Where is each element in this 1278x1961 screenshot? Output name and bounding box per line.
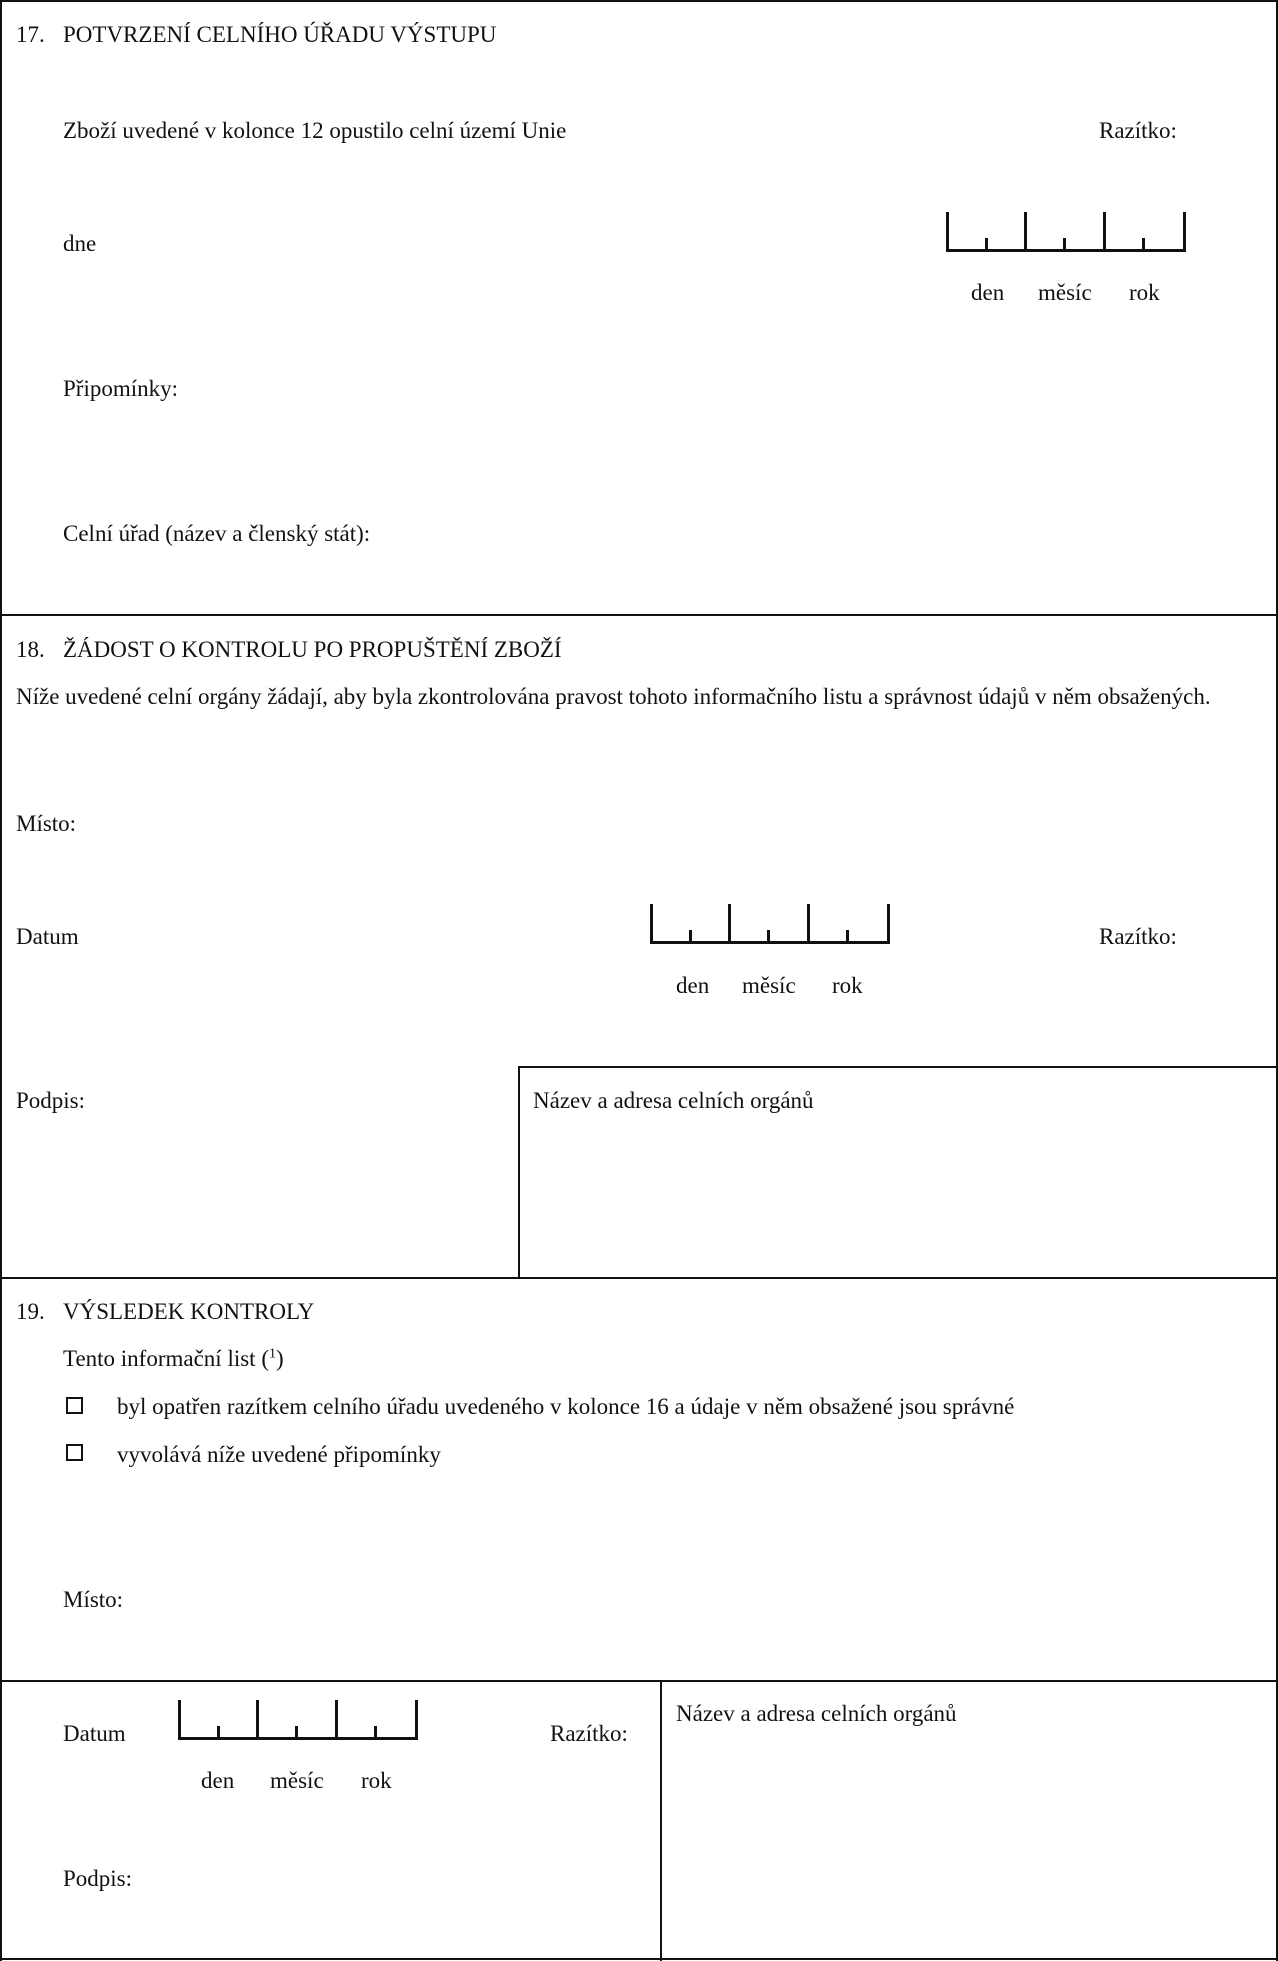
frame-left-border [0, 0, 2, 1961]
date-month-label-17: měsíc [1038, 280, 1092, 305]
section-18-title: ŽÁDOST O KONTROLU PO PROPUŠTĚNÍ ZBOŽÍ [63, 637, 562, 662]
date-field-18[interactable] [650, 904, 890, 944]
section-19-title: VÝSLEDEK KONTROLY [63, 1299, 315, 1324]
frame-bottom-border [0, 1958, 1278, 1960]
stamp-label-18: Razítko: [1099, 924, 1177, 949]
stamp-label-19: Razítko: [550, 1721, 628, 1746]
date-label-19: Datum [63, 1721, 126, 1746]
date-label-17: dne [63, 231, 97, 256]
signature-label-19: Podpis: [63, 1866, 133, 1891]
date-day-label-18: den [676, 973, 710, 998]
date-year-label-17: rok [1129, 280, 1160, 305]
stamp-label-17: Razítko: [1099, 118, 1177, 143]
remarks-label-17: Připomínky: [63, 376, 179, 401]
section-19-number: 19. [16, 1299, 45, 1324]
date-year-label-18: rok [832, 973, 863, 998]
section-18-intro: Níže uvedené celní orgány žádají, aby byla zkontrolována pravost tohoto informačního listu a správnost údajů v něm obsažených. [16, 684, 1211, 709]
section-17-title: POTVRZENÍ CELNÍHO ÚŘADU VÝSTUPU [63, 22, 497, 47]
date-field-17[interactable] [946, 212, 1186, 252]
section-18-number: 18. [16, 637, 45, 662]
divider-19-authority-left [660, 1680, 662, 1961]
checkbox-option-1[interactable] [66, 1397, 83, 1414]
divider-18-19 [0, 1277, 1278, 1279]
date-month-label-19: měsíc [270, 1768, 324, 1793]
date-month-label-18: měsíc [742, 973, 796, 998]
option-1-label: byl opatřen razítkem celního úřadu uvedeného v kolonce 16 a údaje v něm obsažené jsou správné [117, 1394, 1015, 1419]
date-year-label-19: rok [361, 1768, 392, 1793]
goods-left-text: Zboží uvedené v kolonce 12 opustilo celní území Unie [63, 118, 567, 143]
sheet-text-main: Tento informační list ( [63, 1346, 269, 1371]
date-label-18: Datum [16, 924, 79, 949]
signature-label-18: Podpis: [16, 1088, 86, 1113]
divider-19-lower [0, 1680, 1278, 1682]
place-label-18: Místo: [16, 811, 77, 836]
sheet-text-end: ) [275, 1346, 284, 1371]
divider-18-authority-left [518, 1066, 520, 1278]
authority-label-18: Název a adresa celních orgánů [533, 1088, 814, 1113]
frame-top-border [0, 0, 1278, 2]
date-field-19[interactable] [178, 1700, 418, 1740]
checkbox-option-2[interactable] [66, 1444, 83, 1461]
divider-17-18 [0, 614, 1278, 616]
divider-18-authority-top [518, 1066, 1278, 1068]
office-label-17: Celní úřad (název a členský stát): [63, 521, 371, 546]
section-17-number: 17. [16, 22, 45, 47]
place-label-19: Místo: [63, 1587, 124, 1612]
authority-label-19: Název a adresa celních orgánů [676, 1701, 957, 1726]
date-day-label-17: den [971, 280, 1005, 305]
date-day-label-19: den [201, 1768, 235, 1793]
option-2-label: vyvolává níže uvedené připomínky [117, 1442, 441, 1467]
footnote-marker: 1 [268, 1346, 276, 1362]
sheet-text [63, 1345, 284, 1373]
